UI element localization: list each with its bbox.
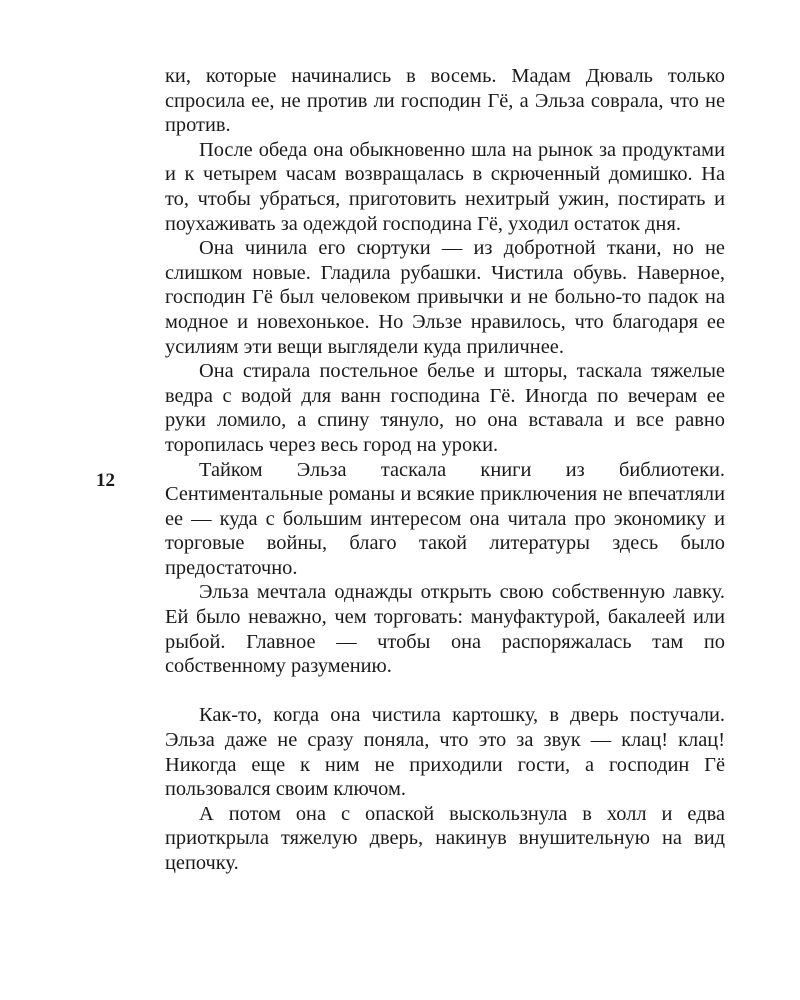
paragraph: Тайком Эльза таскала книги из библиотеки. Сентиментальные романы и всякие приключения не впечатляли ее — куда с большим интересом она читала про экономику и торговые войны, благо такой литературы здесь было предостаточно. (165, 458, 725, 579)
section-break (165, 679, 725, 704)
paragraph-continuation: ки, которые начинались в восемь. Мадам Дюваль только спросила ее, не против ли господин Гё, а Эльза соврала, что не против. (165, 65, 725, 137)
paragraph: Как-то, когда она чистила картошку, в дверь постучали. Эльза даже не сразу поняла, что это за звук — клац! клац! Никогда еще к ним не приходили гости, а господин Гё пользовался своим ключом. (165, 704, 725, 801)
paragraph: Она чинила его сюртуки — из добротной ткани, но не слишком новые. Гладила рубашки. Чистила обувь. Наверное, господин Гё был человеком привычки и не больно-то падок на модное и новехонькое. Но Эльзе нравилось, что благодаря ее усилиям эти вещи выглядели куда приличнее. (165, 237, 725, 358)
page-number: 12 (96, 470, 115, 491)
paragraph: Эльза мечтала однажды открыть свою собственную лавку. Ей было неважно, чем торговать: мануфактурой, бакалеей или рыбой. Главное — чтобы она распоряжалась там по собственному разумению. (165, 581, 725, 678)
body-text (165, 64, 725, 876)
paragraph: После обеда она обыкновенно шла на рынок за продуктами и к четырем часам возвращалась в скрюченный домишко. На то, чтобы убраться, приготовить нехитрый ужин, постирать и поухаживать за одеждой господина Гё, уходил остаток дня. (165, 138, 725, 235)
paragraph: Она стирала постельное белье и шторы, таскала тяжелые ведра с водой для ванн господина Гё. Иногда по вечерам ее руки ломило, а спину тянуло, но она вставала и все равно торопилась через весь город на уроки. (165, 360, 725, 456)
paragraph: А потом она с опаской выскользнула в холл и едва приоткрыла тяжелую дверь, накинув внушительную на вид цепочку. (165, 802, 725, 874)
